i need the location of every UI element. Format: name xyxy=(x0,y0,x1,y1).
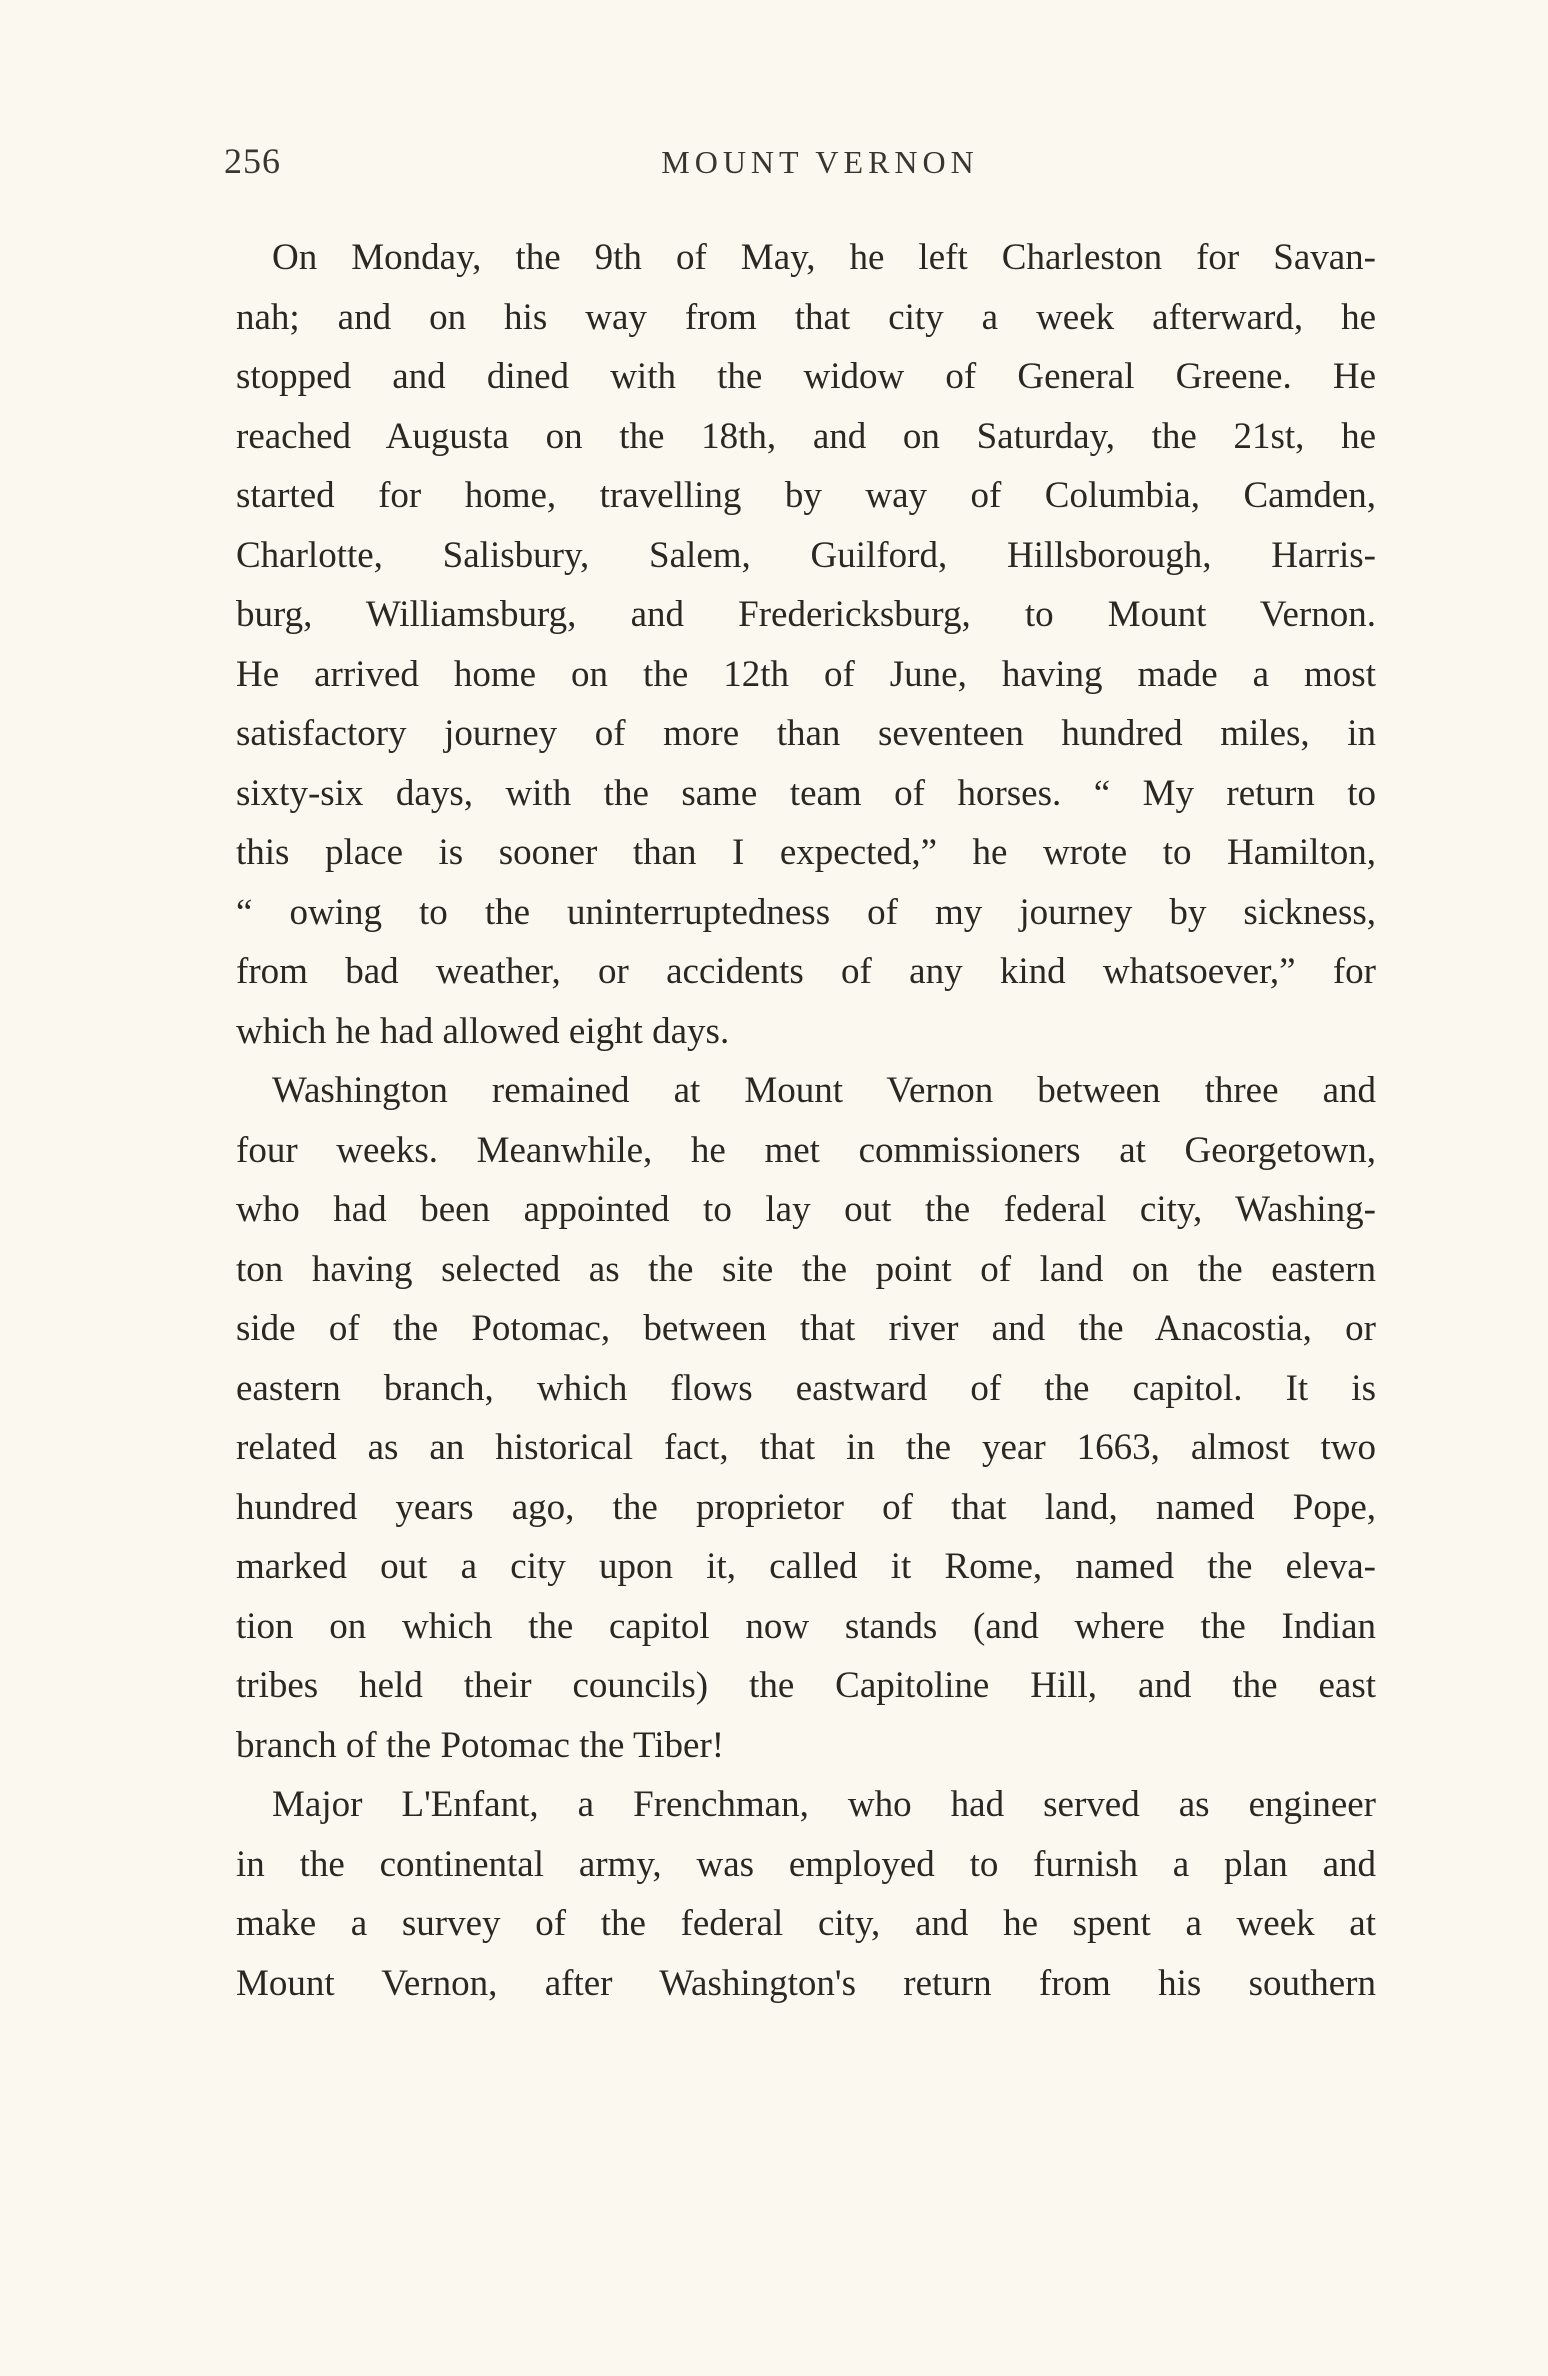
text-line: make a survey of the federal city, and he spent a week at xyxy=(236,1903,1376,1944)
text-line: Major L'Enfant, a Frenchman, who had served as engineer xyxy=(272,1784,1376,1825)
text-line: branch of the Potomac the Tiber! xyxy=(236,1724,725,1766)
text-line: Mount Vernon, after Washington's return from his southern xyxy=(236,1962,1376,2004)
text-line: started for home, travelling by way of Columbia, Camden, xyxy=(236,475,1376,516)
text-line: satisfactory journey of more than seventeen hundred miles, in xyxy=(236,713,1376,754)
text-line: side of the Potomac, between that river and the Anacostia, or xyxy=(236,1308,1376,1349)
text-line: burg, Williamsburg, and Fredericksburg, to Mount Vernon. xyxy=(236,594,1376,635)
text-line: Charlotte, Salisbury, Salem, Guilford, Hillsborough, Harris- xyxy=(236,534,1376,576)
running-head xyxy=(224,140,1376,190)
page-number: 256 xyxy=(224,141,281,181)
text-line: “ owing to the uninterruptedness of my journey by sickness, xyxy=(236,891,1376,933)
text-line: marked out a city upon it, called it Rome, named the eleva- xyxy=(236,1546,1376,1587)
text-line: related as an historical fact, that in the year 1663, almost two xyxy=(236,1427,1376,1468)
text-line: Washington remained at Mount Vernon between three and xyxy=(272,1070,1376,1111)
text-line: this place is sooner than I expected,” he wrote to Hamilton, xyxy=(236,832,1376,873)
text-line: who had been appointed to lay out the federal city, Washing- xyxy=(236,1189,1376,1230)
running-title: MOUNT VERNON xyxy=(661,144,979,180)
text-line: sixty-six days, with the same team of horses. “ My return to xyxy=(236,772,1376,814)
text-line: from bad weather, or accidents of any kind whatsoever,” for xyxy=(236,951,1376,992)
body-text xyxy=(236,228,1376,2013)
text-line: reached Augusta on the 18th, and on Saturday, the 21st, he xyxy=(236,415,1376,457)
text-line: tion on which the capitol now stands (and where the Indian xyxy=(236,1605,1376,1647)
text-line: eastern branch, which flows eastward of the capitol. It is xyxy=(236,1367,1376,1409)
text-line: in the continental army, was employed to furnish a plan and xyxy=(236,1843,1376,1885)
text-line: nah; and on his way from that city a week afterward, he xyxy=(236,296,1376,338)
text-line: ton having selected as the site the point of land on the eastern xyxy=(236,1248,1376,1290)
text-line: hundred years ago, the proprietor of that land, named Pope, xyxy=(236,1486,1376,1528)
text-line: On Monday, the 9th of May, he left Charleston for Savan- xyxy=(272,237,1376,278)
text-line: which he had allowed eight days. xyxy=(236,1010,730,1052)
text-line: tribes held their councils) the Capitoline Hill, and the east xyxy=(236,1665,1376,1706)
text-line: He arrived home on the 12th of June, having made a most xyxy=(236,653,1376,695)
text-line: four weeks. Meanwhile, he met commissioners at Georgetown, xyxy=(236,1129,1376,1171)
text-line: stopped and dined with the widow of General Greene. He xyxy=(236,356,1376,397)
